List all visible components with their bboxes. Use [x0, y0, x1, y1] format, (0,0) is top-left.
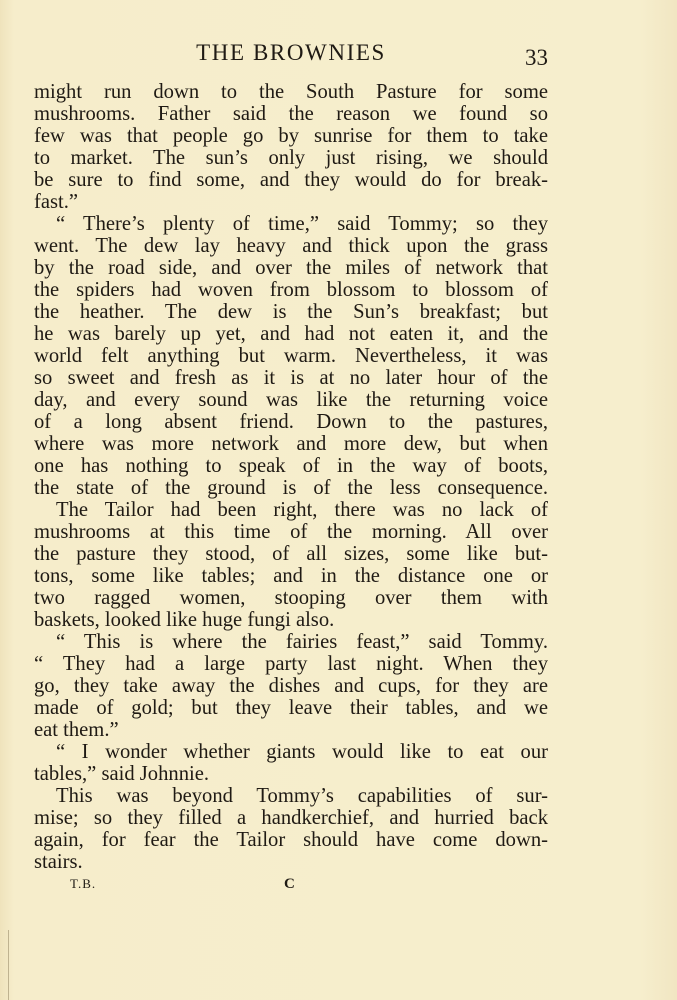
text-line: “ This is where the fairies feast,” said Tommy. [56, 631, 548, 653]
text-line: might run down to the South Pasture for some [34, 81, 548, 103]
page-edge-line [8, 930, 9, 1000]
text-line: again, for fear the Tailor should have come down- [34, 829, 548, 851]
text-line: be sure to find some, and they would do for break- [34, 169, 548, 191]
signature-mark: T.B. [70, 876, 97, 891]
text-line: he was barely up yet, and had not eaten it, and the [34, 323, 548, 345]
page-number: 33 [525, 45, 548, 70]
text-line: made of gold; but they leave their tables, and we [34, 697, 548, 719]
text-line: “ I wonder whether giants would like to eat our [56, 741, 548, 763]
text-line: one has nothing to speak of in the way of boots, [34, 455, 548, 477]
text-line: the state of the ground is of the less consequence. [34, 477, 548, 499]
signature-letter: C [284, 876, 295, 892]
text-line: world felt anything but warm. Nevertheless, it was [34, 345, 548, 367]
text-line: tables,” said Johnnie. [34, 763, 210, 785]
text-line: the pasture they stood, of all sizes, some like but- [34, 543, 548, 565]
text-line: to market. The sun’s only just rising, we should [34, 147, 548, 169]
text-line: where was more network and more dew, but when [34, 433, 548, 455]
running-title: THE BROWNIES [196, 40, 386, 65]
text-line: stairs. [34, 851, 83, 873]
text-line: of a long absent friend. Down to the pastures, [34, 411, 548, 433]
text-line: mushrooms at this time of the morning. All over [34, 521, 548, 543]
body-text [34, 81, 548, 873]
text-line: The Tailor had been right, there was no lack of [56, 499, 548, 521]
text-line: mise; so they filled a handkerchief, and hurried back [34, 807, 548, 829]
text-line: by the road side, and over the miles of network that [34, 257, 548, 279]
text-line: “ There’s plenty of time,” said Tommy; so they [56, 213, 548, 235]
text-line: baskets, looked like huge fungi also. [34, 609, 335, 631]
text-line: two ragged women, stooping over them with [34, 587, 548, 609]
text-line: “ They had a large party last night. When they [34, 653, 548, 675]
text-line: day, and every sound was like the returning voice [34, 389, 548, 411]
text-line: go, they take away the dishes and cups, for they are [34, 675, 548, 697]
text-line: few was that people go by sunrise for them to take [34, 125, 548, 147]
text-line: This was beyond Tommy’s capabilities of sur- [56, 785, 548, 807]
running-head [34, 40, 548, 76]
text-line: mushrooms. Father said the reason we found so [34, 103, 548, 125]
text-line: eat them.” [34, 719, 119, 741]
text-line: fast.” [34, 191, 79, 213]
text-line: the heather. The dew is the Sun’s breakfast; but [34, 301, 548, 323]
text-line: so sweet and fresh as it is at no later hour of the [34, 367, 548, 389]
text-line: the spiders had woven from blossom to blossom of [34, 279, 548, 301]
text-line: went. The dew lay heavy and thick upon the grass [34, 235, 548, 257]
text-line: tons, some like tables; and in the distance one or [34, 565, 548, 587]
